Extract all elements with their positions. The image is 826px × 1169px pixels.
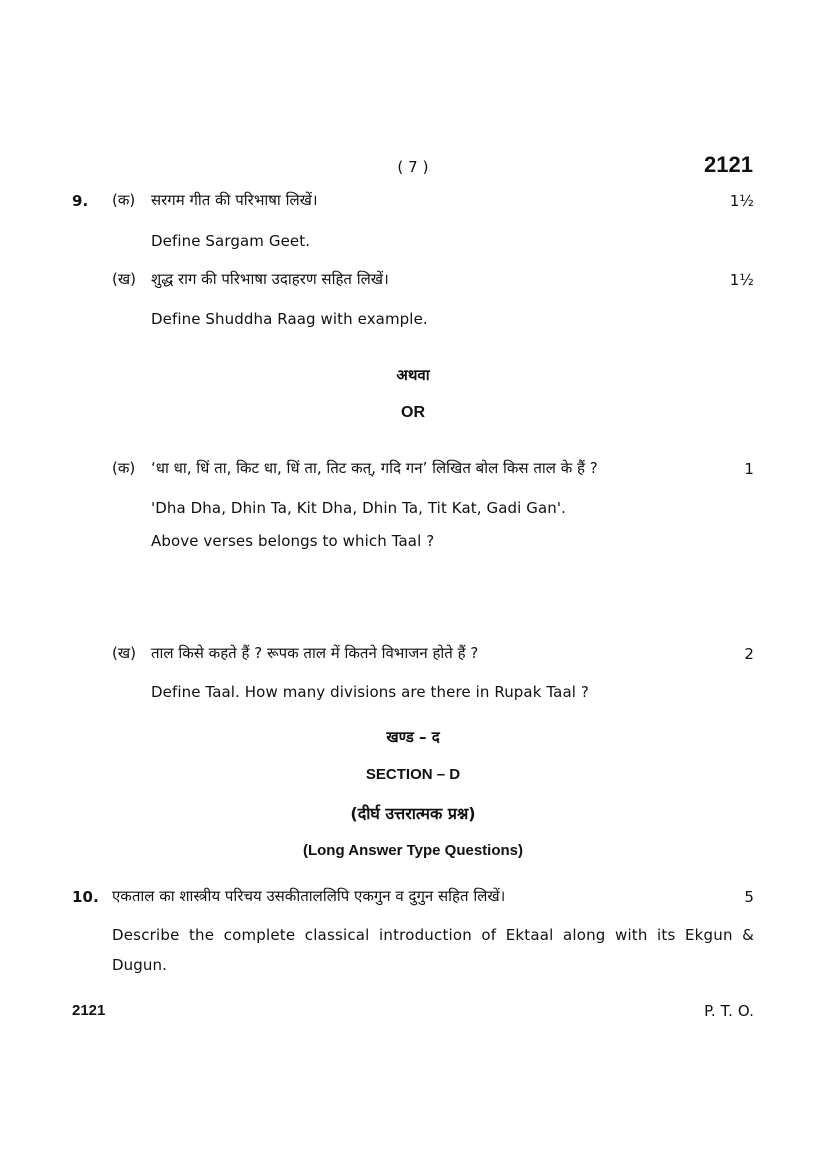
footer-pto: P. T. O. <box>704 1002 754 1020</box>
section-english-subtitle: (Long Answer Type Questions) <box>302 842 523 859</box>
q9a-english-text: Define Sargam Geet. <box>151 232 311 250</box>
q10-english-line1: Describe the complete classical introduction of Ektaal along with its Ekgun & <box>112 926 754 944</box>
alt-b-marks: 2 <box>744 645 754 663</box>
alt-b-english-text: Define Taal. How many divisions are there in Rupak Taal ? <box>151 683 589 701</box>
question-9-number: 9. <box>72 192 89 210</box>
section-hindi-subtitle: (दीर्घ उत्तरात्मक प्रश्न) <box>350 804 476 823</box>
paper-code: 2121 <box>704 152 753 177</box>
footer-code: 2121 <box>72 1002 106 1019</box>
page-number: ( 7 ) <box>397 158 429 176</box>
q9a-hindi-text: सरगम गीत की परिभाषा लिखें। <box>151 191 318 209</box>
q9b-hindi-text: शुद्ध राग की परिभाषा उदाहरण सहित लिखें। <box>151 270 389 288</box>
or-hindi: अथवा <box>396 366 430 384</box>
q10-marks: 5 <box>744 888 754 906</box>
alt-a-english-line2: Above verses belongs to which Taal ? <box>151 532 435 550</box>
alt-a-hindi-text: ‘धा धा, धिं ता, किट धा, धिं ता, तिट कत्, गदि गन’ लिखित बोल किस ताल के हैं ? <box>151 459 598 477</box>
question-10-number: 10. <box>72 888 99 906</box>
alt-b-hindi-text: ताल किसे कहते हैं ? रूपक ताल में कितने विभाजन होते हैं ? <box>151 644 479 662</box>
alt-a-english-line1: 'Dha Dha, Dhin Ta, Kit Dha, Dhin Ta, Tit Kat, Gadi Gan'. <box>151 499 566 517</box>
q10-hindi-text: एकताल का शास्त्रीय परिचय उसकीताललिपि एकगुन व दुगुन सहित लिखें। <box>112 887 506 905</box>
q10-english-line2: Dugun. <box>112 956 167 974</box>
alt-a-marks: 1 <box>744 460 754 478</box>
q9a-marks: 1½ <box>729 192 754 210</box>
q9b-label: (ख) <box>112 270 136 288</box>
section-hindi-title: खण्ड – द <box>386 728 440 746</box>
alt-b-label: (ख) <box>112 644 136 662</box>
section-english-title: SECTION – D <box>365 766 461 783</box>
q9b-marks: 1½ <box>729 271 754 289</box>
alt-a-label: (क) <box>112 459 136 477</box>
q9a-label: (क) <box>112 191 136 209</box>
or-english: OR <box>401 404 425 421</box>
q9b-english-text: Define Shuddha Raag with example. <box>151 310 428 328</box>
